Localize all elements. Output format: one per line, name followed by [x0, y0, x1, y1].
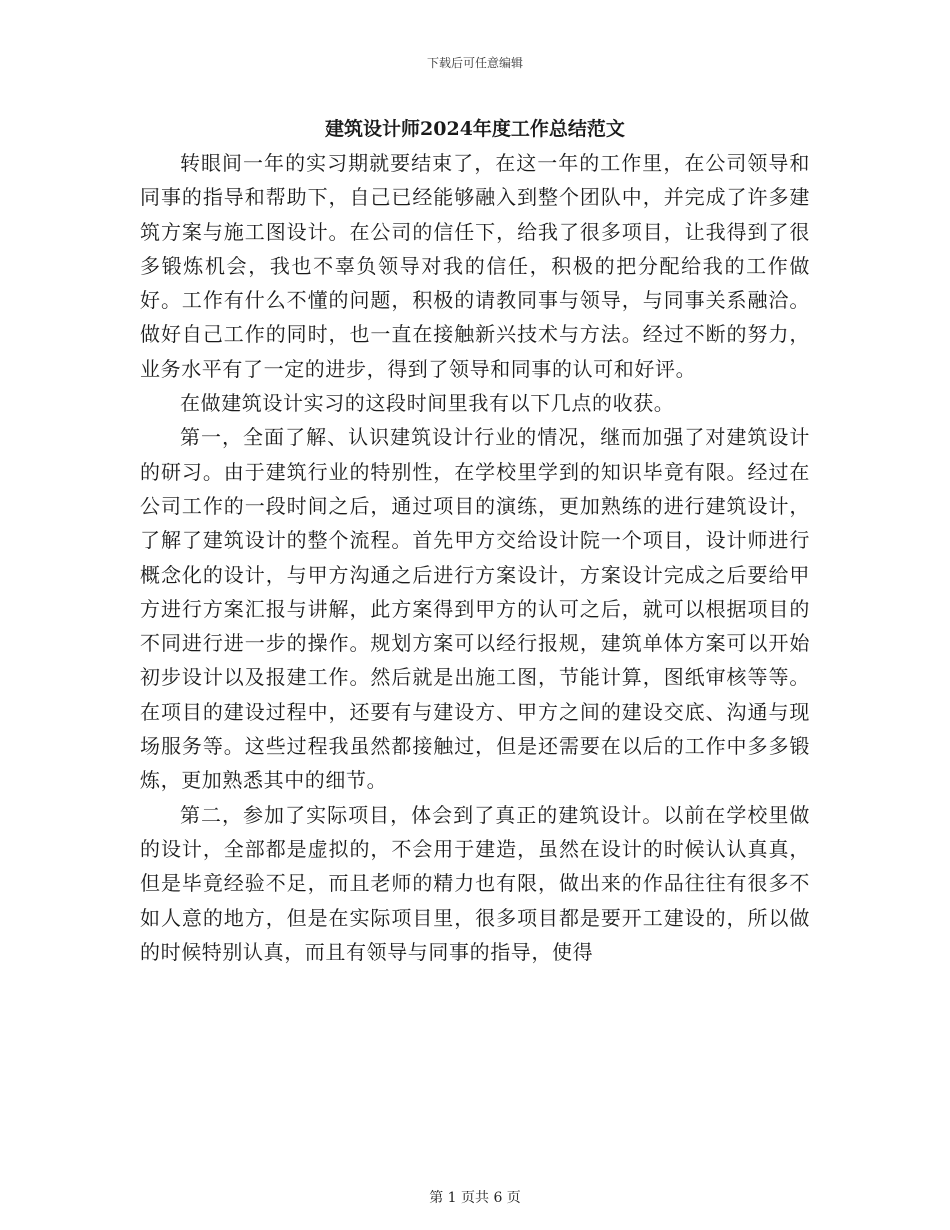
document-body: [140, 146, 810, 969]
page-number: 第 1 页共 6 页: [429, 1190, 521, 1206]
paragraph-second: 第二，参加了实际项目，体会到了真正的建筑设计。以前在学校里做的设计，全部都是虚拟的，不会用于建造，虽然在设计的时候认认真真，但是毕竟经验不足，而且老师的精力也有限，做出来的作品往往有很多不如人意的地方，但是在实际项目里，很多项目都是要开工建设的，所以做的时候特别认真，而且有领导与同事的指导，使得: [140, 802, 810, 964]
document-title: 建筑设计师2024年度工作总结范文: [325, 118, 625, 140]
header-note: 下载后可任意编辑: [426, 56, 523, 70]
paragraph-first: 第一，全面了解、认识建筑设计行业的情况，继而加强了对建筑设计的研习。由于建筑行业的特别性，在学校里学到的知识毕竟有限。经过在公司工作的一段时间之后，通过项目的演练，更加熟练的进行建筑设计，了解了建筑设计的整个流程。首先甲方交给设计院一个项目，设计师进行概念化的设计，与甲方沟通之后进行方案设计，方案设计完成之后要给甲方进行方案汇报与讲解，此方案得到甲方的认可之后，就可以根据项目的不同进行进一步的操作。规划方案可以经行报规，建筑单体方案可以开始初步设计以及报建工作。然后就是出施工图，节能计算，图纸审核等等。在项目的建设过程中，还要有与建设方、甲方之间的建设交底、沟通与现场服务等。这些过程我虽然都接触过，但是还需要在以后的工作中多多锻炼，更加熟悉其中的细节。: [140, 425, 810, 793]
paragraph-intro: 转眼间一年的实习期就要结束了，在这一年的工作里，在公司领导和同事的指导和帮助下，自己已经能够融入到整个团队中，并完成了许多建筑方案与施工图设计。在公司的信任下，给我了很多项目，让我得到了很多锻炼机会，我也不辜负领导对我的信任，积极的把分配给我的工作做好。工作有什么不懂的问题，积极的请教同事与领导，与同事关系融洽。做好自己工作的同时，也一直在接触新兴技术与方法。经过不断的努力，业务水平有了一定的进步，得到了领导和同事的认可和好评。: [140, 151, 810, 381]
paragraph-gains: 在做建筑设计实习的这段时间里我有以下几点的收获。: [180, 391, 675, 416]
